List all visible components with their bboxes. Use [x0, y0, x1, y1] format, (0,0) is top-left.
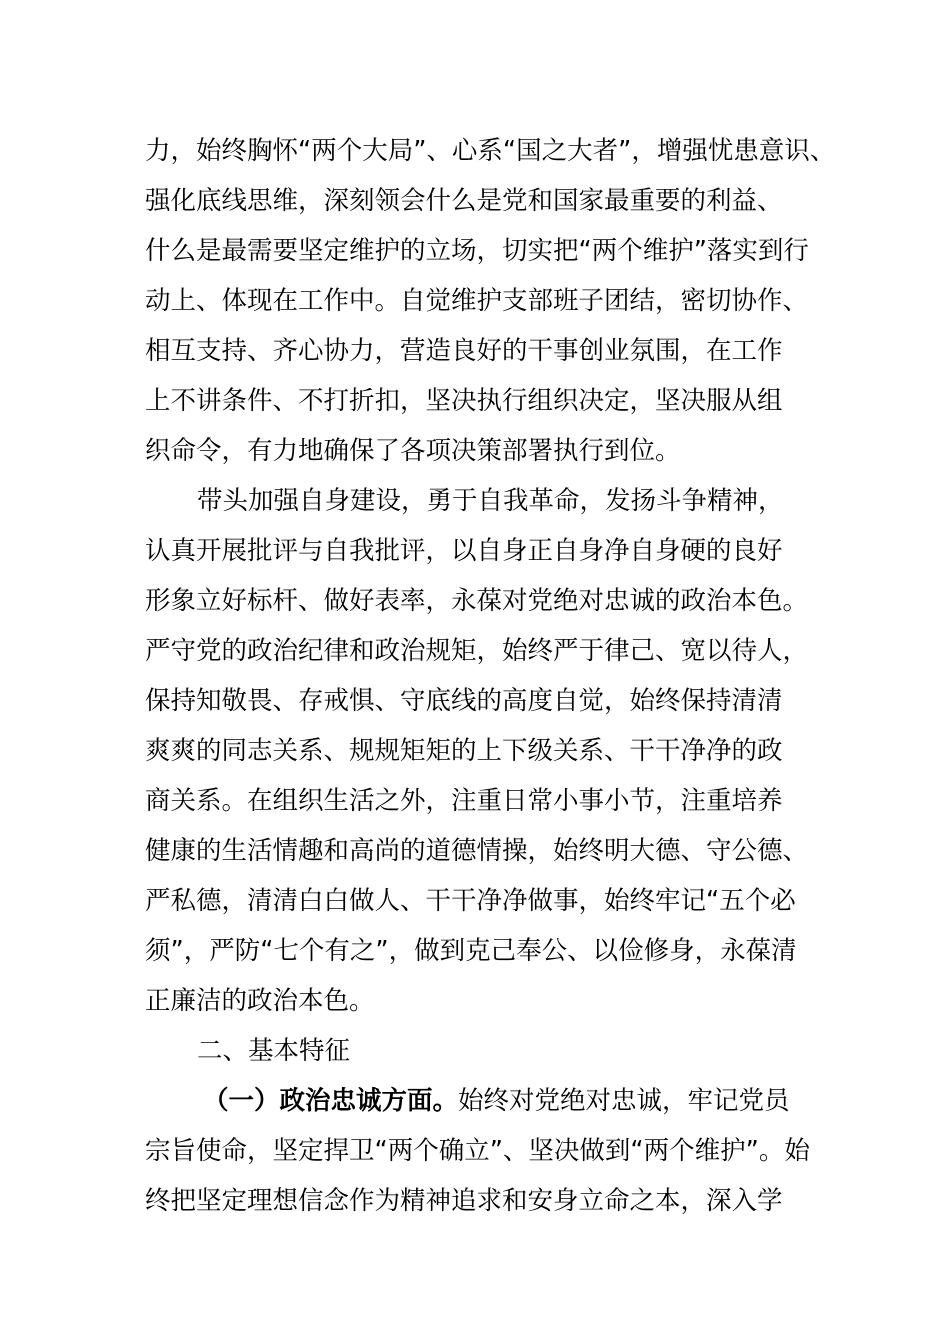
paragraph-line: 终把坚定理想信念作为精神追求和安身立命之本，深入学 [145, 1186, 783, 1216]
paragraph-line: 强化底线思维，深刻领会什么是党和国家最重要的利益、 [145, 186, 783, 216]
paragraph-text: 始终对党绝对忠诚，牢记党员 [458, 1086, 790, 1116]
paragraph-line: 相互支持、齐心协力，营造良好的干事创业氛围，在工作 [145, 336, 783, 366]
paragraph-line: 严私德，清清白白做人、干干净净做事，始终牢记“五个必 [145, 886, 796, 916]
paragraph-line: 动上、体现在工作中。自觉维护支部班子团结，密切协作、 [145, 286, 809, 316]
paragraph-line: 严守党的政治纪律和政治规矩，始终严于律己、宽以待人， [145, 636, 809, 666]
paragraph-line: 健康的生活情趣和高尚的道德情操，始终明大德、守公德、 [145, 836, 809, 866]
paragraph-line: 须”，严防“七个有之”，做到克己奉公、以俭修身，永葆清 [145, 936, 797, 966]
paragraph-line: 认真开展批评与自我批评，以自身正自身净自身硬的良好 [145, 536, 783, 566]
paragraph-line: 宗旨使命，坚定捍卫“两个确立”、坚决做到“两个维护”。始 [145, 1136, 810, 1166]
paragraph-line: 爽爽的同志关系、规规矩矩的上下级关系、干干净净的政 [145, 736, 783, 766]
paragraph-line: 什么是最需要坚定维护的立场，切实把“两个维护”落实到行 [145, 236, 809, 266]
paragraph-first-line: 带头加强自身建设，勇于自我革命，发扬斗争精神， [197, 486, 784, 516]
paragraph-line: 正廉洁的政治本色。 [145, 986, 375, 1016]
paragraph-line: 上不讲条件、不打折扣，坚决执行组织决定，坚决服从组 [145, 386, 783, 416]
document-body [145, 126, 835, 1226]
paragraph-line: 织命令，有力地确保了各项决策部署执行到位。 [145, 436, 681, 466]
subsection-heading: （一）政治忠诚方面。 [203, 1086, 459, 1116]
section-heading: 二、基本特征 [197, 1036, 351, 1066]
paragraph-line: 力，始终胸怀“两个大局”、心系“国之大者”，增强忧患意识、 [145, 136, 836, 166]
paragraph-line: 形象立好标杆、做好表率，永葆对党绝对忠诚的政治本色。 [145, 586, 809, 616]
paragraph-line: 保持知敬畏、存戒惧、守底线的高度自觉，始终保持清清 [145, 686, 783, 716]
paragraph-line: 商关系。在组织生活之外，注重日常小事小节，注重培养 [145, 786, 783, 816]
paragraph-first-line [145, 1076, 835, 1126]
